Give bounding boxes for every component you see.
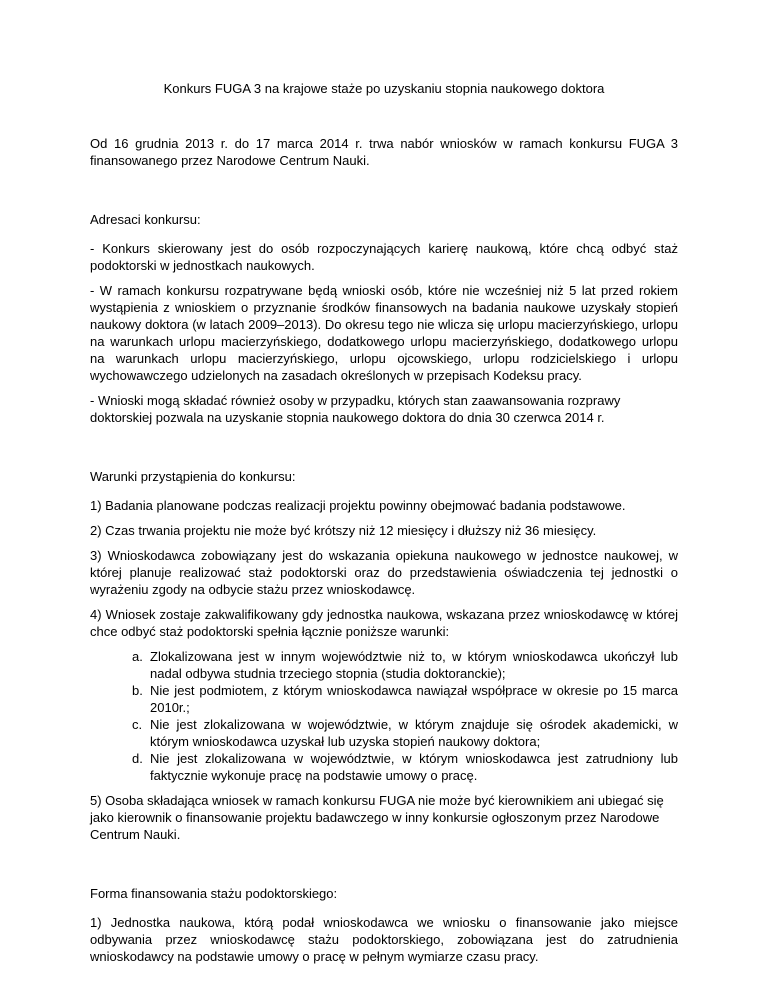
condition-item-3: 3) Wnioskodawca zobowiązany jest do wskazania opiekuna naukowego w jednostce naukowej, w której planuje realizować staż podoktorski oraz do przedstawienia oświadczenia tej jednostki o wyrażeniu zgody na odbycie stażu przez wnioskodawcę. [90, 548, 678, 597]
sublist-marker: b. [132, 683, 143, 698]
sublist-marker: d. [132, 751, 143, 766]
condition-item-4: 4) Wniosek zostaje zakwalifikowany gdy jednostka naukowa, wskazana przez wnioskodawcę w której chce odbyć staż podoktorski spełnia łącznie poniższe warunki: [90, 607, 678, 639]
sublist-item-c [132, 716, 678, 750]
financing-item-1: 1) Jednostka naukowa, którą podał wnioskodawca we wniosku o finansowanie jako miejsce odbywania przez wnioskodawcę stażu podoktorskiego, zobowiązana jest do zatrudnienia wnioskodawcy na podstawie umowy o pracę w pełnym wymiarze czasu pracy. [90, 915, 678, 964]
sublist-item-d [132, 750, 678, 784]
intro-paragraph: Od 16 grudnia 2013 r. do 17 marca 2014 r. trwa nabór wniosków w ramach konkursu FUGA 3 finansowanego przez Narodowe Centrum Nauki. [90, 136, 678, 168]
section-heading-forma: Forma finansowania stażu podoktorskiego: [90, 886, 338, 901]
section-heading-adresaci: Adresaci konkursu: [90, 212, 201, 227]
sublist-marker: a. [132, 649, 143, 664]
condition-item-1: 1) Badania planowane podczas realizacji projektu powinny obejmować badania podstawowe. [90, 498, 626, 513]
section1-paragraph-2: - W ramach konkursu rozpatrywane będą wnioski osób, które nie wcześniej niż 5 lat przed rokiem wystąpienia z wnioskiem o przyznanie środków finansowych na badania naukowe uzyskały stopień naukowy doktora (w latach 2009–2013). Do okresu tego nie wlicza się urlopu macierzyńskiego, urlopu na warunkach urlopu macierzyńskiego, dodatkowego urlopu macierzyńskiego, dodatkowego urlopu na warunkach urlopu macierzyńskiego, urlopu ojcowskiego, urlopu rodzicielskiego i urlopu wychowawczego udzielonych na zasadach określonych w przepisach Kodeksu pracy. [90, 283, 678, 383]
section-heading-warunki: Warunki przystąpienia do konkursu: [90, 469, 296, 484]
condition-item-5: 5) Osoba składająca wniosek w ramach konkursu FUGA nie może być kierownikiem ani ubiegać się jako kierownik o finansowanie projektu badawczego w inny konkursie ogłoszonym przez Narodowe Centrum Nauki. [90, 793, 664, 842]
condition-sublist [90, 648, 678, 784]
section1-paragraph-3: - Wnioski mogą składać również osoby w przypadku, których stan zaawansowania rozprawy doktorskiej pozwala na uzyskanie stopnia naukowego doktora do dnia 30 czerwca 2014 r. [90, 393, 621, 425]
sublist-text: Nie jest zlokalizowana w województwie, w którym znajduje się ośrodek akademicki, w którym wnioskodawca uzyskał lub uzyska stopień naukowy doktora; [150, 717, 678, 749]
sublist-text: Nie jest zlokalizowana w województwie, w którym wnioskodawca jest zatrudniony lub faktycznie wykonuje pracę na podstawie umowy o pracę. [150, 751, 678, 783]
sublist-marker: c. [132, 717, 143, 732]
condition-item-2: 2) Czas trwania projektu nie może być krótszy niż 12 miesięcy i dłuższy niż 36 miesięcy. [90, 523, 597, 538]
sublist-text: Nie jest podmiotem, z którym wnioskodawca nawiązał współprace w okresie po 15 marca 2010r.; [150, 683, 678, 715]
sublist-text: Zlokalizowana jest w innym województwie niż to, w którym wnioskodawca ukończył lub nadal odbywa studnia trzeciego stopnia (studia doktoranckie); [150, 649, 678, 681]
section1-paragraph-1: - Konkurs skierowany jest do osób rozpoczynających karierę naukową, które chcą odbyć staż podoktorski w jednostkach naukowych. [90, 241, 678, 273]
sublist-item-b [132, 682, 678, 716]
document-title: Konkurs FUGA 3 na krajowe staże po uzyskaniu stopnia naukowego doktora [163, 81, 605, 96]
sublist-item-a [132, 648, 678, 682]
